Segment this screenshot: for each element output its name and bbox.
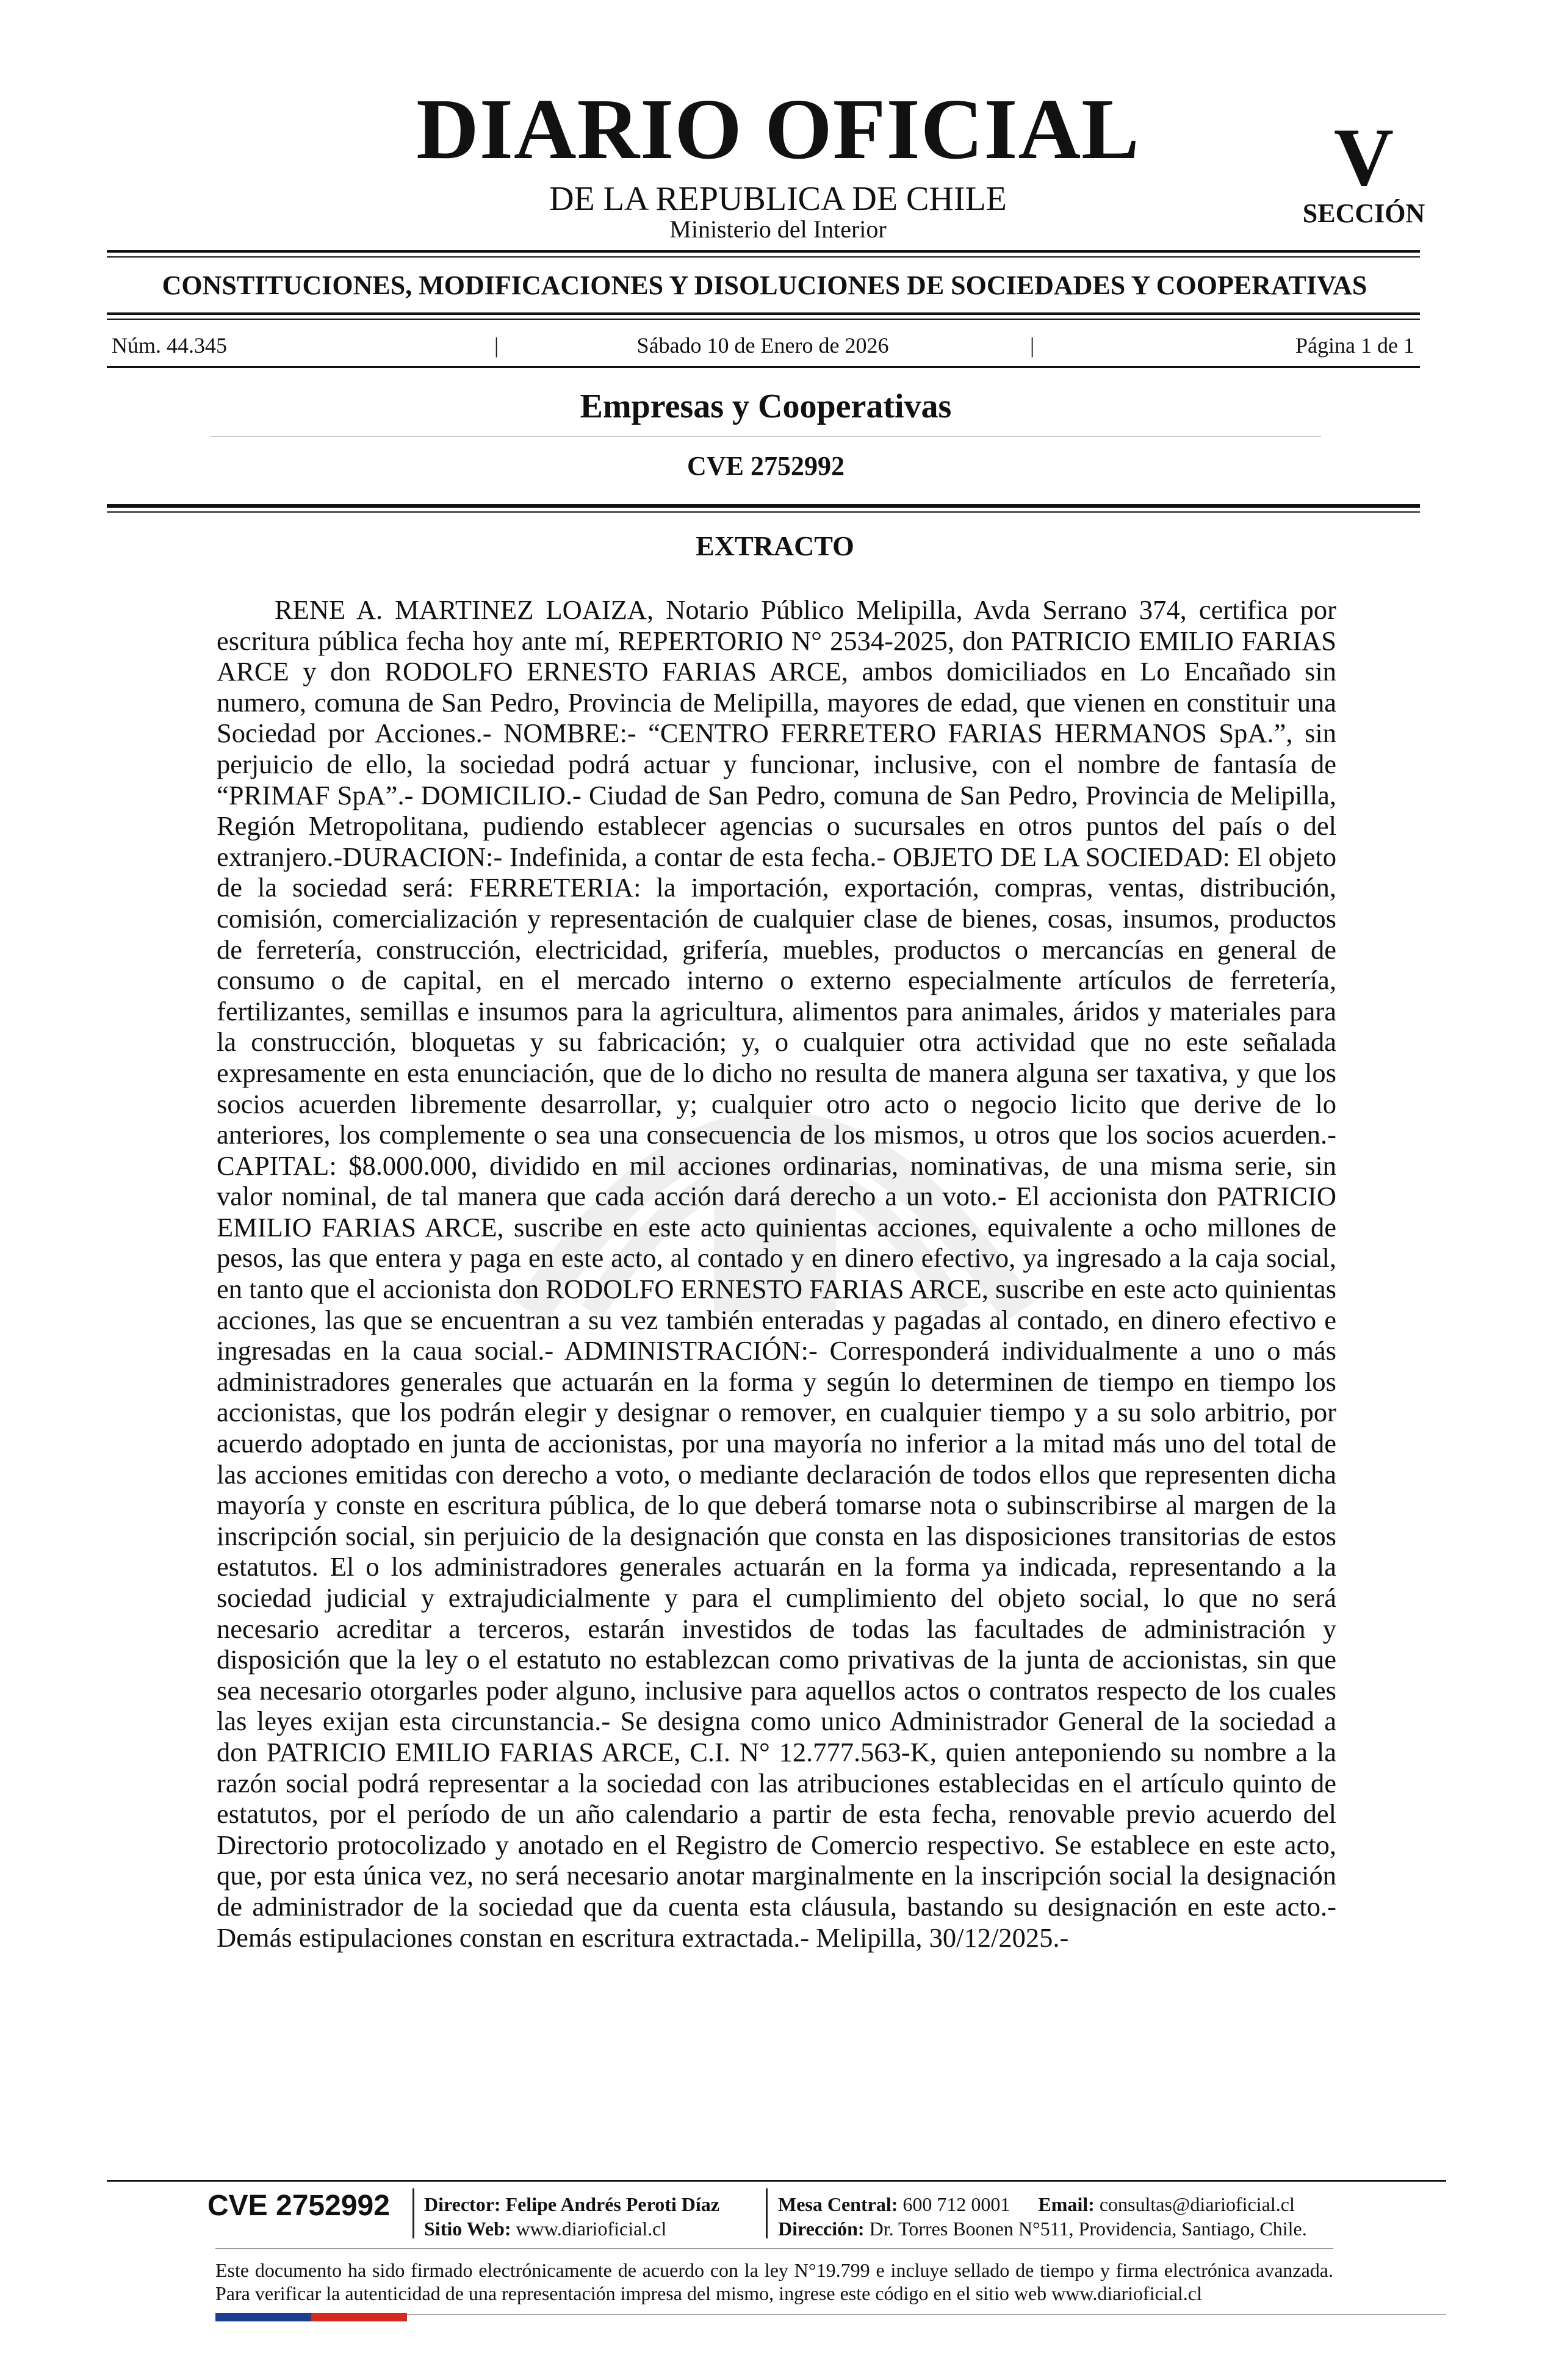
footer-divider (412, 2188, 414, 2238)
meta-separator: | (494, 333, 499, 358)
address-value: Dr. Torres Boonen N°511, Providencia, Santiago, Chile. (869, 2218, 1307, 2240)
rule-section-bottom-2 (107, 511, 1420, 513)
rule-section-thin (211, 436, 1321, 437)
masthead-subtitle: DE LA REPUBLICA DE CHILE (549, 180, 1007, 218)
email-link[interactable]: consultas@diarioficial.cl (1099, 2193, 1295, 2215)
footer-notice: Este documento ha sido firmado electrónicamente de acuerdo con la ley N°19.799 e incluye sellado de tiempo y firma electrónica avanzada. Para verificar la autenticidad de una representación impresa del mismo, ingrese este código en el sitio web www.diarioficial.cl (215, 2259, 1333, 2304)
section-label: SECCIÓN (1302, 198, 1425, 228)
issue-number: Núm. 44.345 (112, 333, 227, 358)
masthead-title: DIARIO OFICIAL (416, 81, 1140, 177)
footer-director (424, 2194, 719, 2214)
flag-stripe-red (311, 2313, 407, 2321)
page-indicator: Página 1 de 1 (1295, 333, 1414, 358)
masthead-ministry: Ministerio del Interior (669, 215, 887, 243)
footer-contact (778, 2194, 1295, 2214)
rule-banner-bottom-2 (107, 319, 1420, 320)
director-name: Felipe Andrés Peroti Díaz (505, 2193, 719, 2215)
email-label: Email: (1038, 2193, 1095, 2215)
rule-section-bottom-1 (107, 504, 1420, 508)
banner-heading: CONSTITUCIONES, MODIFICACIONES Y DISOLUCIONES DE SOCIEDADES Y COOPERATIVAS (162, 270, 1367, 300)
section-number: V (1333, 112, 1394, 203)
footer-cve-code: CVE 2752992 (207, 2190, 390, 2222)
phone-label: Mesa Central: (778, 2193, 898, 2215)
rule-footer-mid (215, 2248, 1333, 2249)
issue-date: Sábado 10 de Enero de 2026 (636, 333, 889, 358)
flag-stripe-blue (215, 2313, 311, 2321)
director-label: Director: (424, 2193, 501, 2215)
footer-website (424, 2219, 666, 2238)
website-label: Sitio Web: (424, 2218, 511, 2240)
footer-address (778, 2219, 1307, 2238)
rule-footer-top (107, 2180, 1446, 2182)
cve-code: CVE 2752992 (687, 451, 845, 481)
rule-top-1 (107, 250, 1420, 253)
footer-divider (766, 2188, 768, 2238)
document-body: RENE A. MARTINEZ LOAIZA, Notario Público Melipilla, Avda Serrano 374, certifica por escritura pública fecha hoy ante mí, REPERTORIO N° 2534-2025, don PATRICIO EMILIO FARIAS ARCE y don RODOLFO ERNESTO FARIAS ARCE, ambos domiciliados en Lo Encañado sin numero, comuna de San Pedro, Provincia de Melipilla, mayores de edad, que vienen en constituir una Sociedad por Acciones.- NOMBRE:- “CENTRO FERRETERO FARIAS HERMANOS SpA.”, sin perjuicio de ello, la sociedad podrá actuar y funcionar, inclusive, con el nombre de fantasía de “PRIMAF SpA”.- DOMICILIO.- Ciudad de San Pedro, comuna de San Pedro, Provincia de Melipilla, Región Metropolitana, pudiendo establecer agencias o sucursales en otros puntos del país o del extranjero.-DURACION:- Indefinida, a contar de esta fecha.- OBJETO DE LA SOCIEDAD: El objeto de la sociedad será: FERRETERIA: la importación, exportación, compras, ventas, distribución, comisión, comercialización y representación de cualquier clase de bienes, cosas, insumos, productos de ferretería, construcción, electricidad, grifería, muebles, productos o mercancías en general de consumo o de capital, en el mercado interno o externo especialmente artículos de ferretería, fertilizantes, semillas e insumos para la agricultura, alimentos para animales, áridos y materiales para la construcción, bloquetas y su fabricación; y, o cualquier otra actividad que no este señalada expresamente en esta enunciación, que de lo dicho no resulta de manera alguna ser taxativa, y que los socios acuerden libremente desarrollar, y; cualquier otro acto o negocio licito que derive de lo anteriores, los complemente o sea una consecuencia de los mismos, u otros que los socios acuerden.- CAPITAL: $8.000.000, dividido en mil acciones ordinarias, nominativas, de una misma serie, sin valor nominal, de tal manera que cada acción dará derecho a un voto.- El accionista don PATRICIO EMILIO FARIAS ARCE, suscribe en este acto quinientas acciones, equivalente a ocho millones de pesos, las que entera y paga en este acto, al contado y en dinero efectivo, ya ingresado a la caja social, en tanto que el accionista don RODOLFO ERNESTO FARIAS ARCE, suscribe en este acto quinientas acciones, las que se encuentran a su vez también enteradas y pagadas al contado, en dinero efectivo e ingresadas en la caua social.- ADMINISTRACIÓN:- Corresponderá individualmente a uno o más administradores generales que actuarán en la forma y según lo determinen de tiempo en tiempo los accionistas, que los podrán elegir y designar o remover, en cualquier tiempo y a su solo arbitrio, por acuerdo adoptado en junta de accionistas, por una mayoría no inferior a la mitad más uno del total de las acciones emitidas con derecho a voto, o mediante declaración de todos ellos que representen dicha mayoría y conste en escritura pública, de lo que deberá tomarse nota o subinscribirse al margen de la inscripción social, sin perjuicio de la designación que consta en las disposiciones transitorias de estos estatutos. El o los administradores generales actuarán en la forma ya indicada, representando a la sociedad judicial y extrajudicialmente y para el cumplimiento del objeto social, lo que no será necesario acreditar a terceros, estarán investidos de todas las facultades de administración y disposición que la ley o el estatuto no establezcan como privativas de la junta de accionistas, sin que sea necesario otorgarles poder alguno, inclusive para aquellos actos o contratos respecto de los cuales las leyes exijan esta circunstancia.- Se designa como unico Administrador General de la sociedad a don PATRICIO EMILIO FARIAS ARCE, C.I. N° 12.777.563-K, quien anteponiendo su nombre a la razón social podrá representar a la sociedad con las atribuciones establecidas en el artículo quinto de estatutos, por el período de un año calendario a partir de esta fecha, renovable previo acuerdo del Directorio protocolizado y anotado en el Registro de Comercio respectivo. Se establece en este acto, que, por esta única vez, no será necesario anotar marginalmente en la inscripción social la designación de administrador de la sociedad que da cuenta esta cláusula, bastando su designación en este acto.- Demás estipulaciones constan en escritura extractada.- Melipilla, 30/12/2025.- (217, 594, 1336, 1953)
meta-separator: | (1030, 333, 1035, 358)
address-label: Dirección: (778, 2218, 865, 2240)
phone-value: 600 712 0001 (902, 2193, 1010, 2215)
section-title: Empresas y Cooperativas (580, 388, 952, 425)
rule-top-2 (107, 256, 1420, 258)
document-heading: EXTRACTO (696, 530, 854, 561)
rule-banner-bottom-1 (107, 312, 1420, 315)
rule-meta-bottom (107, 366, 1420, 368)
website-link[interactable]: www.diarioficial.cl (516, 2218, 667, 2240)
